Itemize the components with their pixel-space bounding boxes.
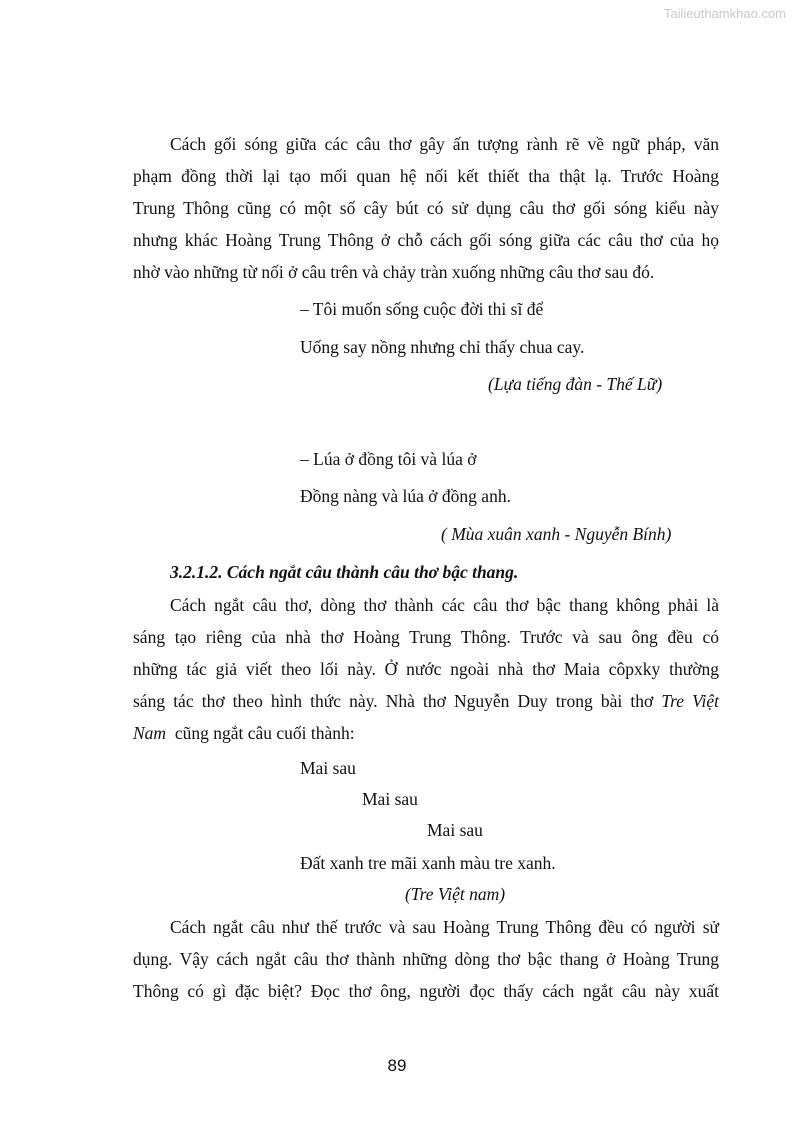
para1-line-2: phạm đồng thời lại tạo mối quan hệ nối kết thiết tha thật lạ. Trước Hoàng — [133, 166, 719, 186]
poem2-source: ( Mùa xuân xanh - Nguyễn Bính) — [441, 524, 672, 544]
poem3-line-3: Mai sau — [427, 820, 483, 840]
para1-line-4: nhưng khác Hoàng Trung Thông ở chỗ cách gối sóng giữa các câu thơ của họ — [133, 230, 719, 250]
poem3-source: (Tre Việt nam) — [405, 884, 506, 904]
poem1-source: (Lựa tiếng đàn - Thế Lữ) — [488, 374, 663, 394]
para3-line-2: dụng. Vậy cách ngắt câu thơ thành những dòng thơ bậc thang ở Hoàng Trung — [133, 949, 719, 969]
para2-line-4 — [133, 693, 719, 711]
poem1-line-2: Uống say nồng nhưng chỉ thấy chua cay. — [300, 337, 585, 357]
para2-line-2: sáng tạo riêng của nhà thơ Hoàng Trung Thông. Trước và sau ông đều có — [133, 627, 719, 647]
para3-line-3: Thông có gì đặc biệt? Đọc thơ ông, người đọc thấy cách ngắt câu này xuất — [133, 981, 719, 1001]
para3-line-1: Cách ngắt câu như thế trước và sau Hoàng Trung Thông đều có người sử — [170, 917, 719, 937]
para2-line-1: Cách ngắt câu thơ, dòng thơ thành các câu thơ bậc thang không phải là — [170, 595, 719, 615]
para2-line-4-text: sáng tác thơ theo hình thức này. Nhà thơ Nguyễn Duy trong bài thơ — [133, 691, 654, 711]
poem2-line-1: – Lúa ở đồng tôi và lúa ở — [300, 449, 477, 469]
poem1-line-1: – Tôi muốn sống cuộc đời thi sĩ để — [300, 299, 544, 319]
poem-title-nam: Nam — [133, 723, 167, 743]
page-number: 89 — [387, 1056, 407, 1075]
para1-line-1: Cách gối sóng giữa các câu thơ gây ấn tượng rành rẽ về ngữ pháp, văn — [170, 134, 719, 154]
poem3-line-4: Đất xanh tre mãi xanh màu tre xanh. — [300, 853, 556, 873]
poem-title-tre-viet: Tre Việt — [661, 691, 720, 711]
para1-line-3: Trung Thông cũng có một số cây bút có sử dụng câu thơ gối sóng kiểu này — [133, 198, 719, 218]
watermark: Tailieuthamkhao.com — [663, 6, 786, 21]
para2-line-5-text: cũng ngắt câu cuối thành: — [166, 723, 355, 743]
para2-line-3: những tác giả viết theo lối này. Ở nước ngoài nhà thơ Maia côpxky thường — [133, 659, 719, 679]
poem3-line-1: Mai sau — [300, 758, 356, 778]
poem3-line-2: Mai sau — [362, 789, 418, 809]
para1-line-5: nhờ vào những từ nối ở câu trên và chảy tràn xuống những câu thơ sau đó. — [133, 262, 655, 282]
poem2-line-2: Đồng nàng và lúa ở đồng anh. — [300, 486, 511, 506]
section-heading: 3.2.1.2. Cách ngắt câu thành câu thơ bậc thang. — [170, 562, 519, 582]
para2-line-5 — [133, 725, 355, 743]
